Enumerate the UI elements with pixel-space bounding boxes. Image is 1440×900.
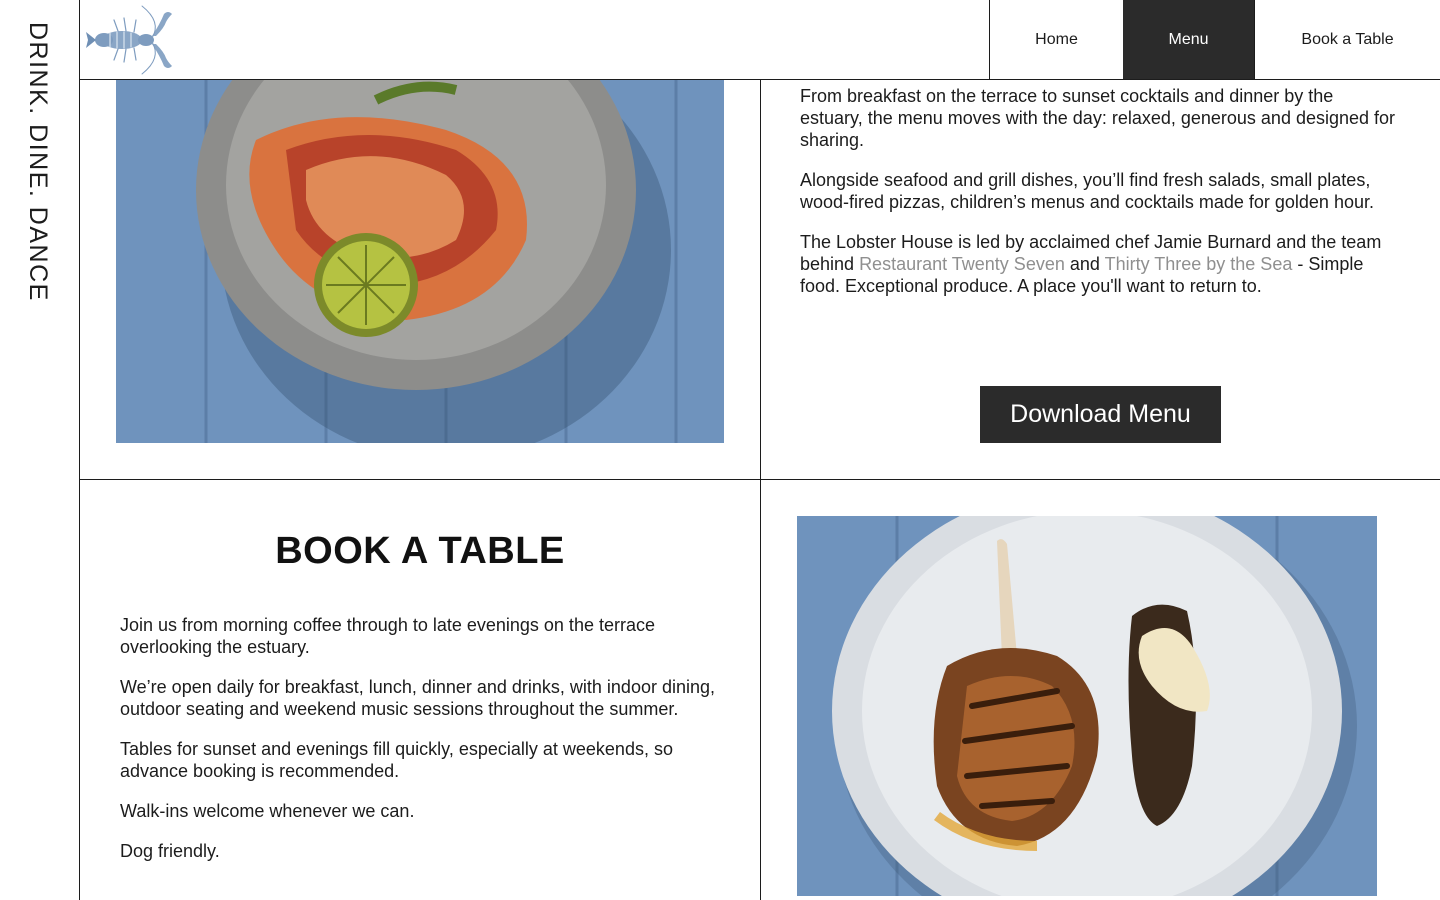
book-paragraph-2: We’re open daily for breakfast, lunch, dinner and drinks, with indoor dining, outdoor seating and weekend music sessions throughout the summer. xyxy=(120,677,716,719)
download-menu-button[interactable]: Download Menu xyxy=(980,386,1221,443)
main-nav xyxy=(989,0,1440,80)
book-a-table-heading: BOOK A TABLE xyxy=(275,530,565,572)
menu-intro-text xyxy=(800,85,1400,315)
book-paragraph-1: Join us from morning coffee through to late evenings on the terrace overlooking the estuary. xyxy=(120,615,655,657)
book-a-table-text xyxy=(120,614,720,880)
nav-book-a-table[interactable]: Book a Table xyxy=(1254,0,1440,79)
menu-intro-paragraph-1: From breakfast on the terrace to sunset cocktails and dinner by the estuary, the menu moves with the day: relaxed, generous and designed for sharing. xyxy=(800,86,1396,150)
book-paragraph-3: Tables for sunset and evenings fill quickly, especially at weekends, so advance booking is recommended. xyxy=(120,739,673,781)
nav-home[interactable]: Home xyxy=(1035,30,1078,48)
menu-intro-paragraph-2: Alongside seafood and grill dishes, you’ll find fresh salads, small plates, wood-fired pizzas, children’s menus and cocktails made for golden hour. xyxy=(800,170,1374,212)
pork-chop-dish-photo xyxy=(797,516,1377,896)
paragraph-3-part-c: - Simple food. Exceptional produce. A place you'll want to return to. xyxy=(800,254,1364,296)
prawns-dish-photo xyxy=(116,80,724,443)
tagline: DRINK. DINE. DANCE xyxy=(24,22,52,302)
menu-intro-paragraph-3 xyxy=(800,231,1400,297)
paragraph-3-part-b: and xyxy=(1064,254,1105,274)
lobster-logo-svg xyxy=(82,2,178,78)
paragraph-3-part-a: The Lobster House is led by acclaimed chef Jamie Burnard and the team behind xyxy=(800,232,1382,274)
site-header xyxy=(80,0,1440,80)
nav-menu-active[interactable]: Menu xyxy=(1123,0,1254,79)
grid-divider-horizontal xyxy=(80,479,1440,480)
book-paragraph-5: Dog friendly. xyxy=(120,841,220,861)
thirty-three-by-the-sea-link[interactable]: Thirty Three by the Sea xyxy=(1104,254,1293,274)
lobster-logo-icon[interactable] xyxy=(82,2,178,78)
restaurant-twenty-seven-link[interactable]: Restaurant Twenty Seven xyxy=(859,254,1065,274)
grid-divider-vertical xyxy=(760,80,761,900)
side-strip xyxy=(0,0,80,900)
book-paragraph-4: Walk-ins welcome whenever we can. xyxy=(120,801,415,821)
